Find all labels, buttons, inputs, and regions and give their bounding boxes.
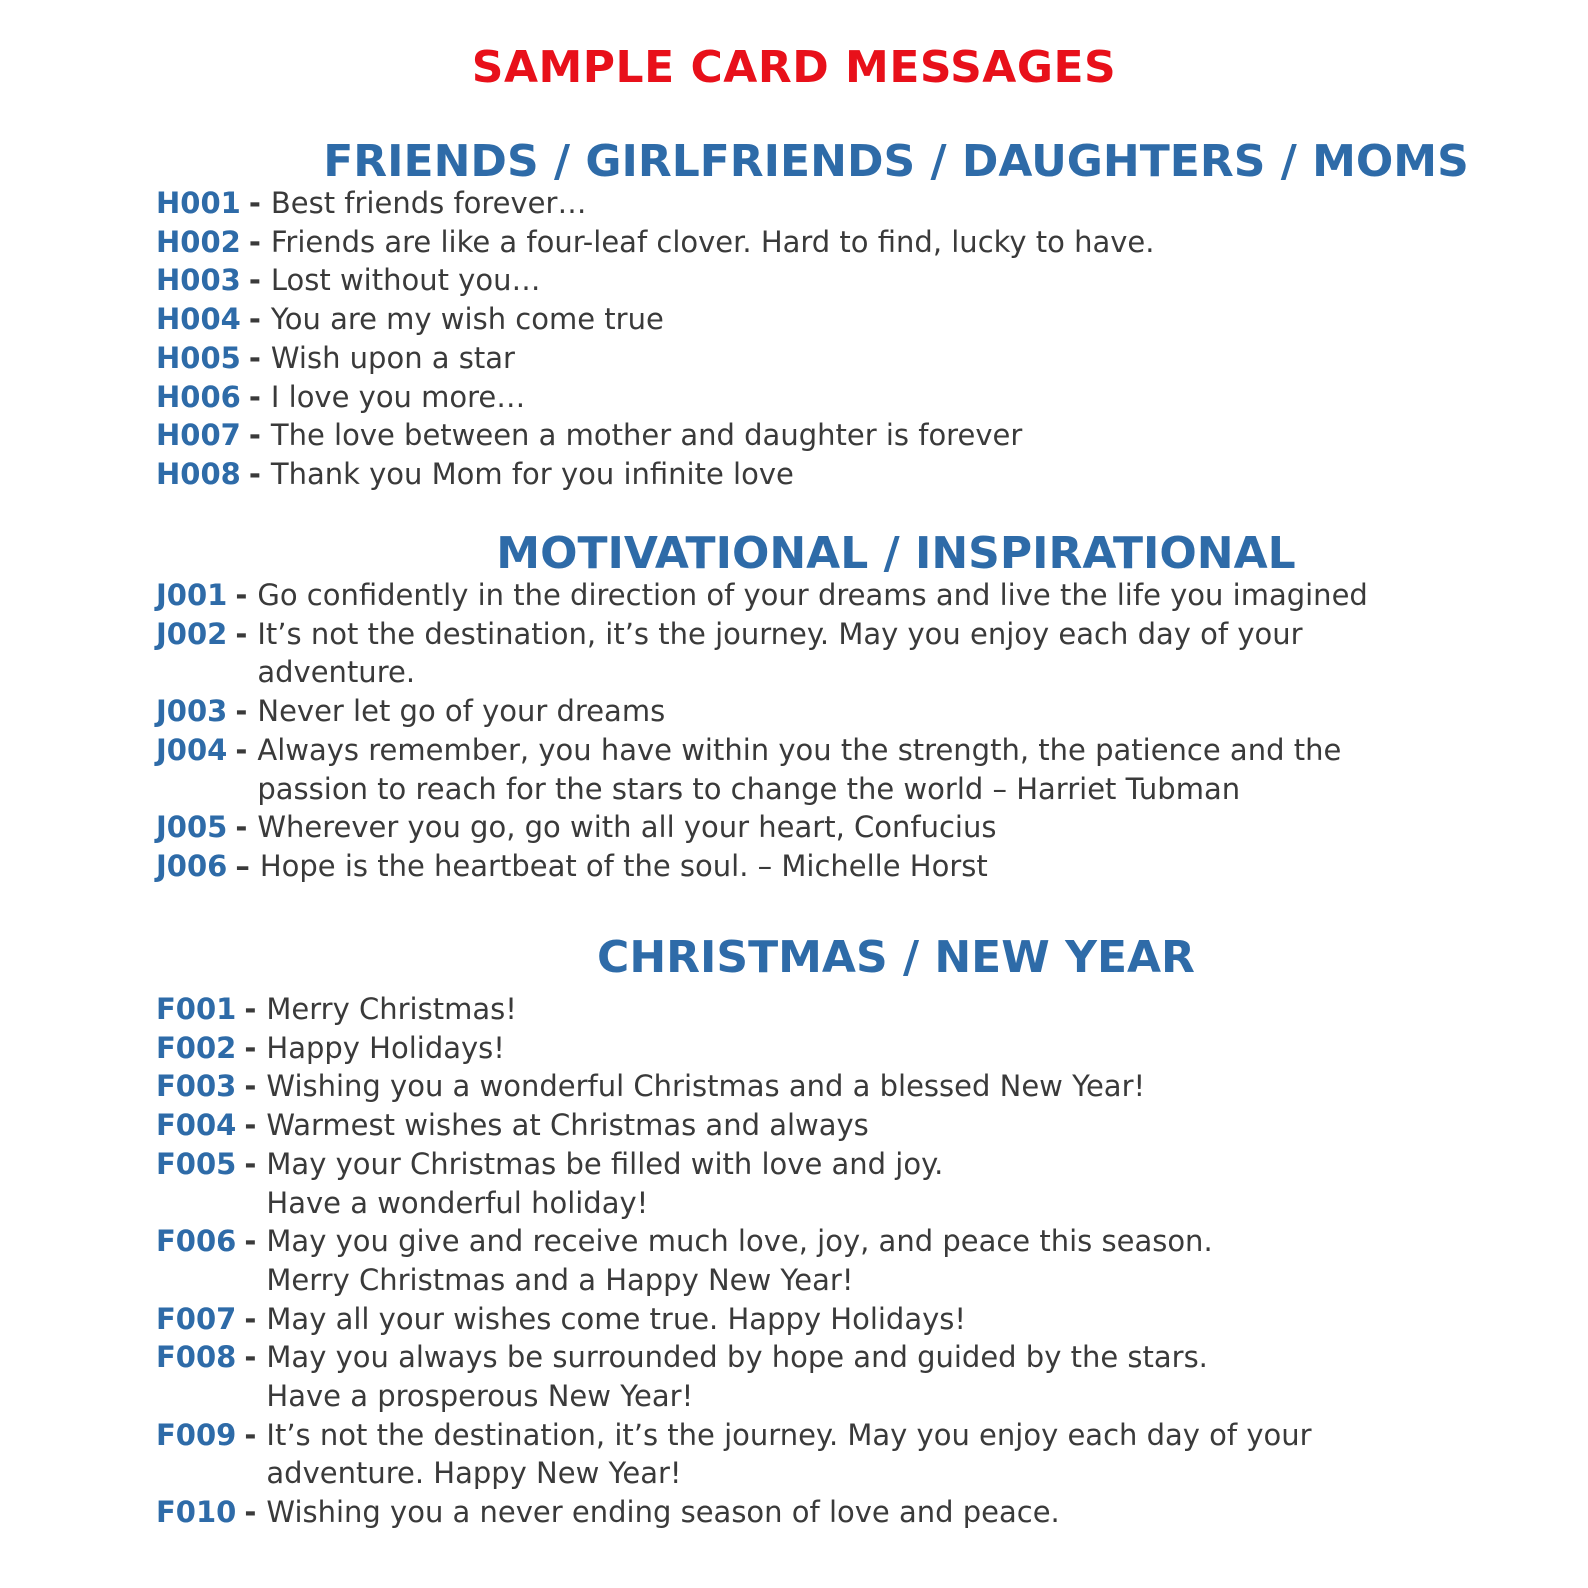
message-item: [156, 615, 1556, 692]
message-item: [156, 1067, 1556, 1106]
message-separator: -: [235, 578, 248, 612]
message-item: [156, 808, 1556, 847]
message-code: F004: [156, 1108, 237, 1143]
message-code: J003: [156, 694, 228, 729]
message-code: F009: [156, 1417, 237, 1452]
message-item: [156, 990, 1556, 1029]
message-text: [257, 731, 1341, 808]
message-line: passion to reach for the stars to change the world – Harriet Tubman: [257, 771, 1241, 806]
message-code: F005: [156, 1146, 237, 1181]
message-item: [156, 847, 1556, 886]
message-list: [156, 184, 1556, 494]
message-item: [156, 731, 1556, 808]
message-text: [271, 261, 541, 300]
message-line: Always remember, you have within you the strength, the patience and the: [257, 732, 1342, 767]
message-text: [271, 184, 587, 223]
message-separator: -: [244, 1301, 257, 1336]
message-item: [156, 692, 1556, 731]
message-line: Wish upon a star: [270, 340, 515, 375]
message-text: [260, 847, 988, 886]
message-separator: -: [248, 418, 261, 453]
message-line: Best friends forever…: [270, 186, 587, 220]
message-line: Never let go of your dreams: [257, 694, 666, 729]
message-line: May all your wishes come true. Happy Holidays!: [266, 1301, 967, 1336]
message-separator: -: [248, 340, 261, 375]
message-code: J005: [156, 810, 228, 845]
message-item: [156, 576, 1556, 615]
message-code: F007: [156, 1301, 237, 1336]
message-line: May you give and receive much love, joy, and peace this season.: [266, 1224, 1213, 1259]
message-line: Go confidently in the direction of your dreams and live the life you imagined: [257, 578, 1368, 612]
message-text: [257, 692, 665, 731]
message-code: H001: [156, 186, 241, 220]
message-text: [257, 576, 1367, 615]
message-item: [156, 1416, 1556, 1493]
message-line: Wherever you go, go with all your heart, Confucius: [257, 810, 997, 845]
message-text: [271, 416, 1022, 455]
message-item: [156, 1145, 1556, 1222]
message-item: [156, 1493, 1556, 1532]
message-separator: -: [244, 1069, 257, 1104]
message-item: [156, 184, 1556, 223]
message-line: Wishing you a wonderful Christmas and a blessed New Year!: [266, 1069, 1146, 1104]
message-line: Merry Christmas and a Happy New Year!: [266, 1262, 854, 1297]
message-separator: -: [248, 224, 261, 259]
message-text: [266, 1029, 505, 1068]
message-line: adventure.: [257, 655, 416, 690]
section-heading: CHRISTMAS / NEW YEAR: [597, 932, 1195, 983]
message-line: adventure. Happy New Year!: [266, 1456, 682, 1491]
message-separator: -: [248, 186, 261, 220]
message-separator: -: [235, 810, 248, 845]
message-line: I love you more…: [270, 379, 526, 414]
message-code: F002: [156, 1030, 237, 1065]
message-item: [156, 1338, 1556, 1415]
message-line: Have a wonderful holiday!: [266, 1185, 649, 1220]
message-line: It’s not the destination, it’s the journey. May you enjoy each day of your: [257, 616, 1303, 651]
message-line: Warmest wishes at Christmas and always: [266, 1108, 869, 1143]
message-line: It’s not the destination, it’s the journey. May you enjoy each day of your: [266, 1417, 1312, 1452]
message-line: Thank you Mom for you infinite love: [270, 456, 794, 491]
message-separator: -: [244, 1495, 257, 1530]
message-line: Happy Holidays!: [266, 1030, 505, 1065]
message-line: Friends are like a four-leaf clover. Hard to find, lucky to have.: [270, 224, 1155, 259]
message-code: H007: [156, 418, 241, 453]
message-item: [156, 1106, 1556, 1145]
section-motivational: [156, 528, 1556, 886]
message-line: Lost without you…: [270, 263, 541, 298]
message-item: [156, 378, 1556, 417]
message-code: J002: [156, 616, 228, 651]
message-separator: -: [244, 1030, 257, 1065]
message-text: [271, 378, 525, 417]
message-text: [271, 339, 515, 378]
message-item: [156, 1029, 1556, 1068]
message-item: [156, 339, 1556, 378]
message-separator: -: [248, 263, 261, 298]
section-friends: [156, 136, 1556, 494]
message-text: [266, 1106, 868, 1145]
message-separator: –: [235, 848, 250, 883]
message-text: [257, 615, 1302, 692]
message-text: [257, 808, 996, 847]
message-separator: -: [235, 694, 248, 729]
message-separator: -: [244, 1146, 257, 1181]
message-item: [156, 416, 1556, 455]
message-code: H008: [156, 456, 241, 491]
message-item: [156, 300, 1556, 339]
message-code: J004: [156, 732, 228, 767]
message-line: May you always be surrounded by hope and guided by the stars.: [266, 1340, 1208, 1375]
message-item: [156, 1300, 1556, 1339]
message-code: H006: [156, 379, 241, 414]
message-text: [266, 1145, 943, 1222]
message-text: [266, 990, 516, 1029]
message-line: Merry Christmas!: [266, 992, 517, 1026]
message-separator: -: [244, 1340, 257, 1375]
message-list: [156, 576, 1556, 886]
page-title: SAMPLE CARD MESSAGES: [471, 42, 1117, 93]
message-code: H003: [156, 263, 241, 298]
message-item: [156, 223, 1556, 262]
message-code: F006: [156, 1224, 237, 1259]
message-separator: -: [244, 1417, 257, 1452]
section-heading: FRIENDS / GIRLFRIENDS / DAUGHTERS / MOMS: [323, 136, 1469, 187]
message-separator: -: [248, 379, 261, 414]
message-code: F010: [156, 1495, 237, 1530]
message-text: [266, 1067, 1145, 1106]
message-separator: -: [244, 1224, 257, 1259]
message-text: [271, 300, 664, 339]
message-line: Wishing you a never ending season of love and peace.: [266, 1495, 1060, 1530]
message-code: J006: [156, 848, 228, 883]
message-code: F003: [156, 1069, 237, 1104]
message-text: [271, 455, 794, 494]
message-text: [266, 1416, 1311, 1493]
message-item: [156, 261, 1556, 300]
message-text: [266, 1222, 1212, 1299]
message-text: [266, 1338, 1208, 1415]
message-separator: -: [235, 732, 248, 767]
message-code: F008: [156, 1340, 237, 1375]
message-separator: -: [248, 456, 261, 491]
message-separator: -: [235, 616, 248, 651]
message-code: H004: [156, 302, 241, 337]
message-separator: -: [244, 1108, 257, 1143]
message-line: May your Christmas be filled with love and joy.: [266, 1146, 944, 1181]
message-separator: -: [244, 992, 257, 1026]
section-heading: MOTIVATIONAL / INSPIRATIONAL: [496, 528, 1296, 579]
message-line: Have a prosperous New Year!: [266, 1379, 694, 1414]
message-code: J001: [156, 578, 228, 612]
message-separator: -: [248, 302, 261, 337]
message-line: Hope is the heartbeat of the soul. – Michelle Horst: [259, 848, 988, 883]
message-line: The love between a mother and daughter is forever: [270, 418, 1023, 453]
message-code: H005: [156, 340, 241, 375]
message-text: [266, 1493, 1059, 1532]
message-item: [156, 1222, 1556, 1299]
message-text: [271, 223, 1155, 262]
section-christmas: [156, 932, 1556, 1532]
message-list: [156, 990, 1556, 1532]
message-text: [266, 1300, 966, 1339]
message-item: [156, 455, 1556, 494]
message-code: F001: [156, 992, 237, 1026]
message-line: You are my wish come true: [270, 302, 664, 337]
message-code: H002: [156, 224, 241, 259]
